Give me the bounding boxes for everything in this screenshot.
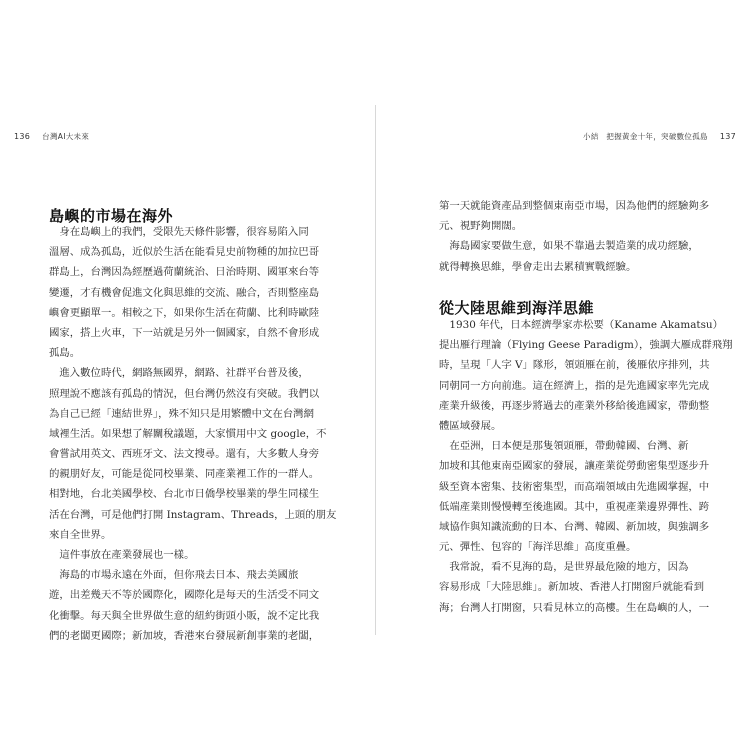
- right-running-head-title: 小結 把握黃金十年，突破數位孤島: [583, 132, 708, 141]
- text-line: 加坡和其他東南亞國家的發展，讓產業從勞動密集型逐步升: [439, 460, 710, 473]
- text-line: 提出雁行理論（Flying Geese Paradigm），強調大雁成群飛翔: [439, 339, 733, 352]
- text-line: 變遷，才有機會促進文化與思維的交流、融合，否則整座島: [49, 286, 320, 299]
- text-line: 時，呈現「人字 V」隊形，領頭雁在前，後雁依序排列，共: [439, 359, 710, 372]
- right-running-header: [583, 131, 736, 142]
- text-line: 這件事放在產業發展也一樣。: [49, 549, 195, 561]
- right-body-text: [439, 315, 733, 618]
- text-line: 產業升級後，再逐步將過去的產業外移給後進國家，帶動整: [439, 399, 710, 412]
- left-section-heading: 島嶼的市場在海外: [49, 207, 174, 225]
- text-line: 就得轉換思維，學會走出去累積實戰經驗。: [439, 260, 637, 273]
- text-line: 會嘗試用英文、西班牙文、法文搜尋。還有，大多數人身旁: [49, 448, 320, 461]
- left-running-head-title: 台灣AI大未來: [42, 132, 90, 141]
- text-line: 相對地，台北美國學校、台北市日僑學校畢業的學生同樣生: [49, 488, 320, 501]
- text-line: 低端產業則慢慢轉至後進國。其中，重視產業邊界彈性、跨: [439, 500, 710, 513]
- text-line: 孤島。: [49, 347, 81, 360]
- right-page: [375, 0, 750, 750]
- left-body-text: [49, 222, 336, 646]
- text-line: 海；台灣人打開窗，只看見林立的高樓。生在島嶼的人，一: [439, 601, 710, 614]
- text-line: 第一天就能資產品到整個東南亞市場，因為他們的經驗夠多: [439, 200, 710, 212]
- text-line: 海島的市場永遠在外面，但你飛去日本、飛去美國旅: [49, 569, 299, 582]
- text-line: 域協作與知識流動的日本、台灣、韓國、新加坡，與強調多: [439, 520, 710, 533]
- text-line: 為自己已經「連結世界」，殊不知只是用繁體中文在台灣網: [49, 407, 314, 420]
- text-line: 的親朋好友，可能是從同校畢業、同產業裡工作的一群人。: [49, 468, 320, 481]
- left-running-header: [14, 131, 89, 142]
- text-line: 容易形成「大陸思維」。新加坡、香港人打開窗戶就能看到: [439, 581, 704, 594]
- text-line: 們的老闆更國際；新加坡，香港來台發展新創事業的老闆，: [49, 629, 320, 642]
- right-section-heading: 從大陸思維到海洋思維: [439, 299, 595, 317]
- text-line: 域裡生活。如果想了解關稅議題，大家慣用中文 google，不: [49, 427, 327, 440]
- text-line: 元、視野夠開闊。: [439, 220, 523, 233]
- right-page-number: 137: [719, 132, 736, 141]
- text-line: 我常說，看不見海的島，是世界最危險的地方，因為: [439, 561, 689, 574]
- text-line: 化衝擊。每天與全世界做生意的紐約街頭小販，說不定比我: [49, 609, 320, 622]
- text-line: 活在台灣，可是他們打開 Instagram、Threads，上頭的朋友: [49, 508, 337, 521]
- left-page-number: 136: [14, 132, 31, 141]
- text-line: 同朝同一方向前進。這在經濟上，指的是先進國家率先完成: [439, 379, 710, 392]
- right-top-text: [439, 196, 709, 277]
- text-line: 1930 年代，日本經濟學家赤松要（Kaname Akamatsu）: [439, 319, 723, 331]
- text-line: 國家，搭上火車，下一站就是另外一個國家，自然不會形成: [49, 326, 320, 339]
- text-line: 群島上，台灣因為經歷過荷蘭統治、日治時期、國軍來台等: [49, 266, 320, 279]
- text-line: 遊，出差幾天不等於國際化，國際化是每天的生活受不同文: [49, 589, 320, 602]
- text-line: 海島國家要做生意，如果不靠過去製造業的成功經驗，: [439, 240, 699, 253]
- text-line: 進入數位時代，網路無國界，網路、社群平台普及後，: [49, 367, 309, 380]
- text-line: 元、彈性、包容的「海洋思維」高度重疊。: [439, 541, 637, 554]
- text-line: 身在島嶼上的我們，受限先天條件影響，很容易陷入同: [49, 226, 309, 238]
- text-line: 體區域發展。: [439, 419, 502, 432]
- text-line: 嶼會更顯單一。相較之下，如果你生活在荷蘭、比利時歐陸: [49, 306, 320, 319]
- text-line: 級至資本密集、技術密集型，而高端領域由先進國掌握，中: [439, 480, 710, 493]
- text-line: 照理說不應該有孤島的情況，但台灣仍然沒有突破。我們以: [49, 387, 320, 400]
- text-line: 來自全世界。: [49, 528, 112, 541]
- text-line: 在亞洲，日本便是那隻領頭雁，帶動韓國、台灣、新: [439, 440, 689, 453]
- text-line: 溫層、成為孤島，近似於生活在能看見史前物種的加拉巴哥: [49, 246, 320, 259]
